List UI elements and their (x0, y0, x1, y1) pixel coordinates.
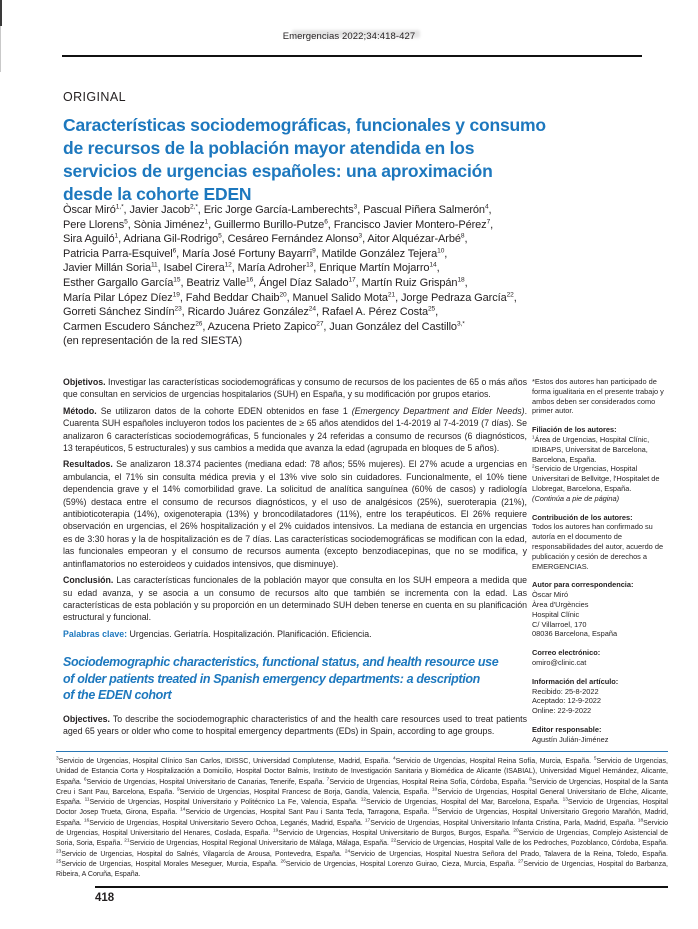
article-title-spanish: Características sociodemográficas, funcionales y consumo de recursos de la población mayor atendida en los servicios de urgencias españoles: una aproximación desde la cohorte EDEN (63, 115, 546, 204)
sidebar-block-text: *Estos dos autores han participado de forma igualitaria en el presente trabajo y ambos deben ser considerados como primer autor. (532, 377, 664, 416)
footnote-rule (56, 751, 668, 752)
keywords-label: Palabras clave: (63, 628, 128, 639)
sidebar-block (532, 648, 670, 668)
abstract-spanish (63, 376, 527, 624)
header-rule (62, 55, 642, 57)
sidebar-block-heading: Información del artículo: (532, 676, 619, 686)
article-title-english: Sociodemographic characteristics, functional status, and health resource use of older patients treated in Spanish emergency departments: a description of the EDEN cohort (63, 655, 499, 703)
abstract-paragraph: Objectives. To describe the sociodemographic characteristics of and the health care resources used to treat patients aged 65 years or older who come to hospital emergency departments (EDs) in Spain, according to age groups. (63, 713, 527, 737)
sidebar-block (532, 677, 670, 716)
sidebar-block-heading: Editor responsable: (532, 724, 602, 734)
sidebar-block-text: Agustín Julián-Jiménez (532, 734, 609, 744)
keywords-line (63, 628, 527, 640)
sidebar-block (532, 425, 670, 503)
sidebar-block-text: Recibido: 25-8-2022 Aceptado: 12-9-2022 Online: 22-9-2022 (532, 686, 602, 716)
scan-artifact-mark (0, 0, 2, 26)
sidebar-block (532, 513, 670, 572)
page-number: 418 (95, 892, 115, 904)
abstract-column (63, 376, 527, 741)
sidebar-block-text: $^1$Área de Urgencias, Hospital Clínic, IDIBAPS, Universitat de Barcelona, Barcelona, España. $^2$Servicio de Urgencias, Hospital Universitari de Bellvitge, l'Hospitalet de Llobregat, Barcelona, España. (Continúa a pie de página) (532, 434, 660, 503)
sidebar-block (532, 580, 670, 639)
sidebar-block-text: Òscar Miró Àrea d'Urgències Hospital Clínic C/ Villarroel, 170 08036 Barcelona, España (532, 590, 618, 639)
sidebar-block-heading: Autor para correspondencia: (532, 580, 634, 590)
sidebar-block-heading: Filiación de los autores: (532, 425, 617, 435)
sidebar-block-text: Todos los autores han confirmado su autoría en el documento de responsabilidades del autor, acuerdo de publicación y cesión de derechos a EMERGENCIAS. (532, 522, 664, 571)
footer-rule (95, 886, 668, 888)
abstract-paragraph: Método. Se utilizaron datos de la cohorte EDEN obtenidos en fase 1 (Emergency Department and Elder Needs). Cuarenta SUH españoles incluyeron todos los pacientes de ≥ 65 años atendidos del 1-4-2019 al 7-4-2019 (7 días). Se analizaron 6 características sociodemográficas, 5 funcionales y 24 referidas a consumo de recursos (6 diagnósticos, 13 terapéuticos, 5 estructurales) y sus cambios a medida que avanza la edad (agrupada en bloques de 5 años). (63, 405, 528, 454)
affiliations-footnote: $^3$Servicio de Urgencias, Hospital Clínico San Carlos, IDISSC, Universidad Complutense, Madrid, España. $^4$Servicio de Urgencias, Hospital Reina Sofía, Murcia, España. $^5$Servicio de Urgencias, Unidad de Estancia Corta y Hospitalización a Domicilio, Hospital Doctor Balmis, Instituto de Investigación Sanitaria y Biomédica de Alicante (ISABIAL), Universidad Miguel Hernández, Alicante, España. $^6$Servicio de Urgencias, Hospital Universitario de Canarias, Tenerife, España. $^7$Servicio de Urgencias, Hospital Reina Sofía, Córdoba, España. $^8$Servicio de Urgencias, Hospital de la Santa Creu i Sant Pau, Barcelona, España. $^9$Servicio de Urgencias, Hospital Francesc de Borja, Gandía, Valencia, España. $^{10}$Servicio de Urgencias, Hospital General Universitario de Elche, Alicante, España. $^{11}$Servicio de Urgencias, Hospital Universitario y Politécnico La Fe, Valencia, España. $^{12}$Servicio de Urgencias, Hospital del Mar, Barcelona, España. $^{13}$Servicio de Urgencias, Hospital Doctor Josep Trueta, Girona, España. $^{14}$Servicio de Urgencias, Hospital Sant Pau i Santa Tecla, Tarragona, España. $^{15}$Servicio de Urgencias, Hospital Universitario Gregorio Marañón, Madrid, España. $^{16}$Servicio de Urgencias, Hospital Universitario Severo Ochoa, Leganés, Madrid, España. $^{17}$Servicio de Urgencias, Hospital Universitario Infanta Cristina, Parla, Madrid, España. $^{18}$Servicio de Urgencias, Hospital Universitario del Henares, Coslada, España. $^{19}$Servicio de Urgencias, Hospital Universitario de Burgos, Burgos, España. $^{20}$Servicio de Urgencias, Complejo Asistencial de Soria, Soria, España. $^{21}$Servicio de Urgencias, Hospital Regional Universitario de Málaga, Málaga, España. $^{22}$Servicio de Urgencias, Hospital Valle de los Pedroches, Pozoblanco, Córdoba, España. $^{23}$Servicio de Urgencias, Hospital do Salnés, Vilagarcía de Arousa, Pontevedra, España. $^{24}$Servicio de Urgencias, Hospital Nuestra Señora del Prado, Talavera de la Reina, Toledo, España. $^{25}$Servicio de Urgencias, Hospital Morales Meseguer, Murcia, España. $^{26}$Servicio de Urgencias, Hospital Lorenzo Guirao, Cieza, Murcia, España. $^{27}$Servicio de Urgencias, Hospital do Barbanza, Ribeira, A Coruña, España. (56, 756, 669, 879)
section-label: ORIGINAL (63, 90, 126, 104)
sidebar-block (532, 377, 670, 416)
abstract-paragraph: Objetivos. Investigar las características sociodemográficas y consumo de recursos de los pacientes de 65 o más años que consultan en servicios de urgencias hospitalarios (SUH) en España, y su modificación por grupos etarios. (63, 377, 527, 400)
journal-reference: Emergencias 2022;34:418-427 (282, 31, 416, 42)
author-list: Òscar Miró$^{1,*}$, Javier Jacob$^{2,*}$, Eric Jorge García-Lamberechts$^3$, Pascual Piñera Salmerón$^4$, Pere Llorens$^5$, Sònia Jiménez$^1$, Guillermo Burillo-Putze$^6$, Francisco Javier Montero-Pérez$^7$, Sira Aguiló$^1$, Adriana Gil-Rodrigo$^5$, Cesáreo Fernández Alonso$^3$, Aitor Alquézar-Arbé$^8$, Patricia Parra-Esquivel$^6$, María José Fortuny Bayarri$^9$, Matilde González Tejera$^{10}$, Javier Millán Soria$^{11}$, Isabel Cirera$^{12}$, María Adroher$^{13}$, Enrique Martín Mojarro$^{14}$, Esther Gargallo García$^{15}$, Beatriz Valle$^{16}$, Ángel Díaz Salado$^{17}$, Martín Ruiz Grispán$^{18}$, María Pilar López Díez$^{19}$, Fahd Beddar Chaib$^{20}$, Manuel Salido Mota$^{21}$, Jorge Pedraza García$^{22}$, Gorreti Sánchez Sindín$^{23}$, Ricardo Juárez González$^{24}$, Rafael A. Pérez Costa$^{25}$, Carmen Escudero Sánchez$^{26}$, Azucena Prieto Zapico$^{27}$, Juan González del Castillo$^{3,*}$ (en representación de la red SIESTA) (63, 203, 517, 348)
sidebar-block-text: omiro@clinic.cat (532, 657, 587, 667)
abstract-paragraph: Conclusión. Las características funcionales de la población mayor que consulta en los SUH empeora a medida que su edad avanza, y se asocia a un consumo de recursos alto que también se incrementa con la edad. Las características de esta población y su proporción en un determinado SUH deben tenerse en cuenta en su planificación estructural y funcional. (63, 575, 527, 623)
abstract-english (63, 713, 527, 738)
sidebar-block (532, 725, 670, 745)
sidebar-notes (532, 377, 670, 754)
sidebar-block-heading: Correo electrónico: (532, 648, 601, 658)
abstract-paragraph: Resultados. Se analizaron 18.374 pacientes (mediana edad: 78 años; 55% mujeres). El 27% acude a urgencias en ambulancia, el 71% sin consulta médica previa y el 13% vive solo sin cuidadores. Funcionalmente, el 10% tiene dependencia grave y el 14% comorbilidad grave. La solicitud de analítica sanguínea (60% de casos) y radiología (59%) destaca entre el consumo de recursos diagnósticos, y el uso de analgésicos (25%), sueroterapia (21%), antibioticoterapia (14%), oxigenoterapia (13%) y broncodilatadores (11%), entre los terapéuticos. El 26% requiere observación en urgencias, el 26% hospitalización y el 2% cuidados intensivos. La mediana de estancia en urgencias es de 3:30 horas y la de hospitalización es de 7 días. Las características sociodemográficas se modifican con la edad, las funcionales empeoran y el consumo de recursos aumenta (excepto benzodiacepinas, que no se modifica, y antinflamatorios no esteroideos y cuidados intensivos, que disminuye). (63, 459, 527, 569)
keywords-text: Urgencias. Geriatría. Hospitalización. Planificación. Eficiencia. (129, 628, 372, 639)
sidebar-block-heading: Contribución de los autores: (532, 512, 633, 522)
